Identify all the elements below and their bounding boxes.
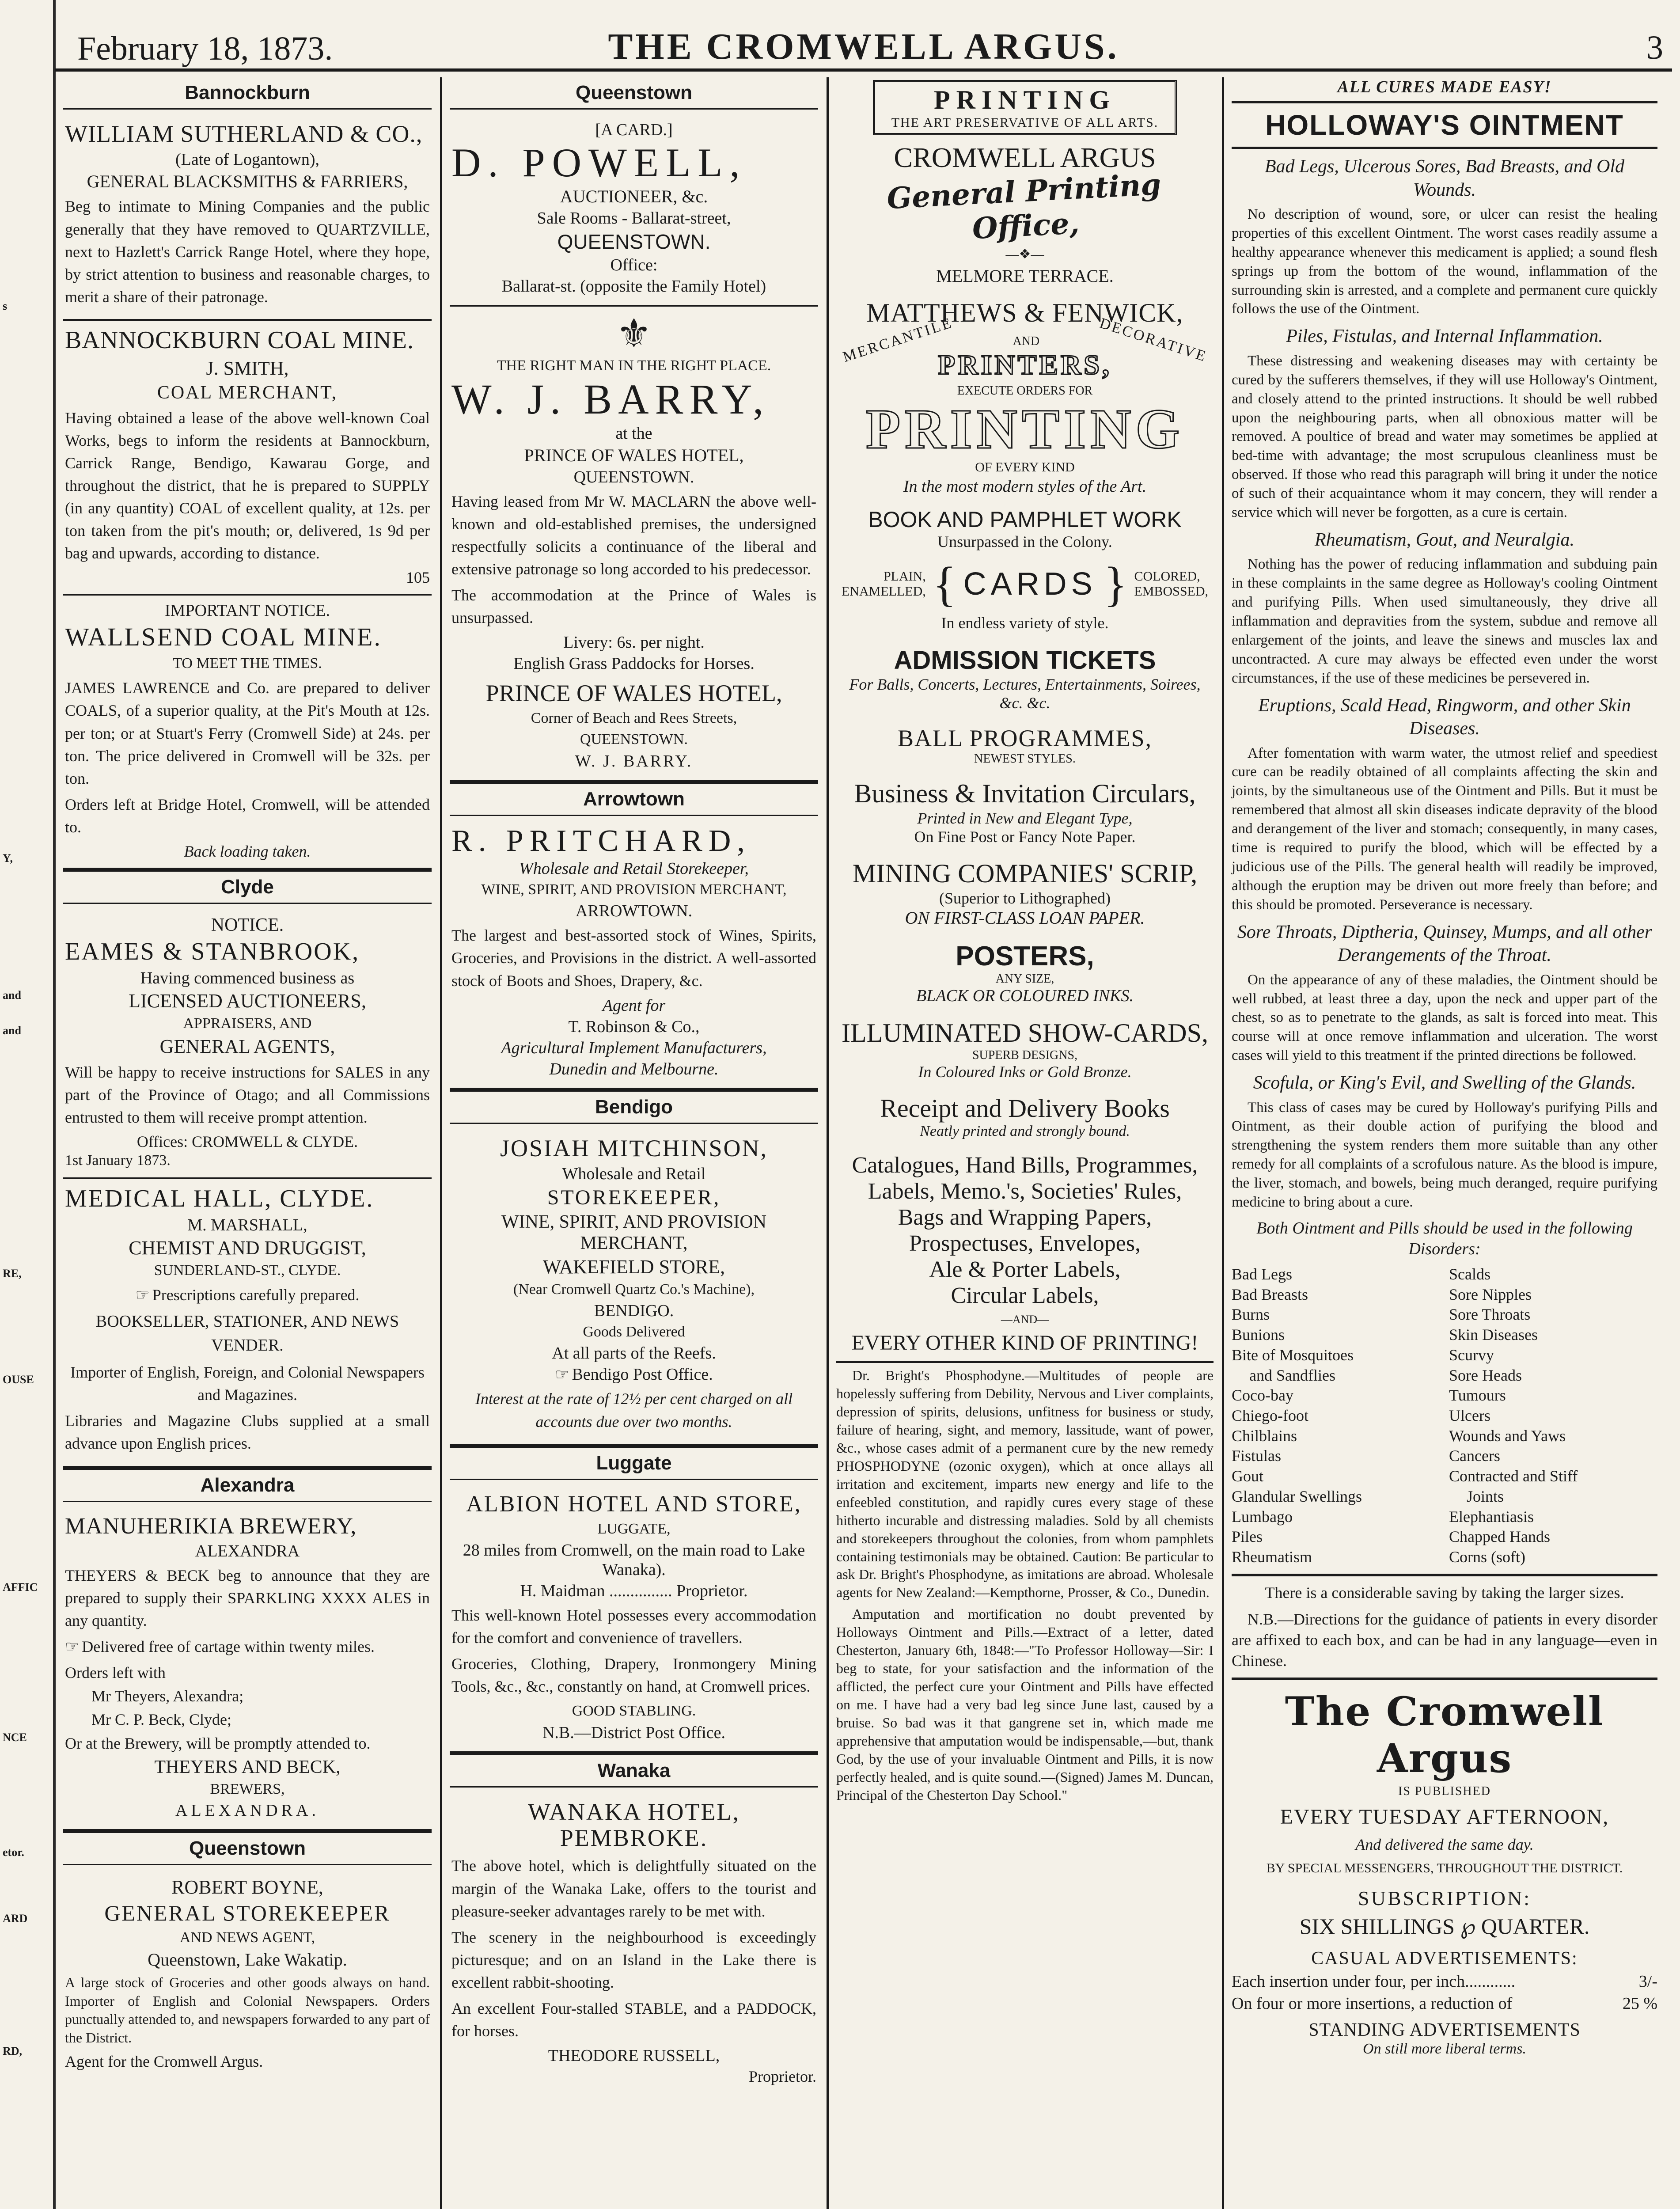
disorder-item: Gout (1232, 1467, 1263, 1485)
disorder-item: Sore Nipples (1449, 1285, 1532, 1303)
ad-rooms: Sale Rooms - Ballarat-street, (537, 209, 731, 228)
town-heading-clyde: Clyde (63, 869, 432, 904)
ad-name: J. SMITH, (206, 357, 289, 379)
ad-line: T. Robinson & Co., (568, 1017, 700, 1036)
disorder-item: Chilblains (1232, 1427, 1297, 1445)
town-heading-queenstown: Queenstown (63, 1831, 432, 1865)
ad-sutherland (63, 115, 432, 321)
ad-name: M. MARSHALL, (187, 1215, 307, 1234)
show-cards: ILLUMINATED SHOW-CARDS, (842, 1018, 1208, 1048)
ad-proprietor: H. Maidman ............... Proprietor. (520, 1581, 748, 1600)
office-title: CROMWELL ARGUS (894, 142, 1156, 173)
gold-bronze: In Coloured Inks or Gold Bronze. (918, 1063, 1132, 1081)
ad-town: ARROWTOWN. (575, 902, 693, 921)
ad-offices: Offices: CROMWELL & CLYDE. (137, 1133, 358, 1151)
rate-row (1232, 1972, 1657, 1991)
ad-title: MEDICAL HALL, CLYDE. (65, 1185, 374, 1213)
ad-line: Agricultural Implement Manufacturers, (501, 1038, 767, 1057)
section-body: After fomentation with warm water, the utmost relief and speediest cure can be readily obtained of all complaints affecting the skin and joints, by the simultaneous use of the Ointment and Pills. But it must be remembered that almost all skin diseases indicate depravity of the blood and derangement of the liver and stomach; consequently, in many cases, time is required to purify the blood, which will be effected by a judicious use of the Pills. The general health will readily be improved, although the eruption may be driven out more freely than before; and this should be promoted. Perseverance is necessary. (1232, 745, 1657, 913)
town-heading-queenstown: Queenstown (450, 77, 818, 110)
ad-address: SUNDERLAND-ST., CLYDE. (154, 1262, 341, 1279)
ad-trade: LICENSED AUCTIONEERS, (129, 990, 366, 1012)
section-body: No description of wound, sore, or ulcer can resist the healing properties of this excellent Ointment. The worst cases readily assume a healthy appearance whenever this medicament is applied; a sound flesh springs up from the bottom of the wound, inflammation of the surrounding skin is arrested, and a complete and permanent cure quickly follows the use of the Ointment. (1232, 206, 1657, 317)
special-messengers: BY SPECIAL MESSENGERS, THROUGHOUT THE DISTRICT. (1266, 1860, 1623, 1875)
every-tuesday: EVERY TUESDAY AFTERNOON, (1280, 1805, 1609, 1829)
rate-four-value: 25 % (1622, 1994, 1657, 2013)
disorder-item: Cancers (1449, 1447, 1500, 1465)
disorder-item: Bunions (1232, 1326, 1285, 1344)
modern-styles: In the most modern styles of the Art. (903, 477, 1147, 496)
scrip-litho: (Superior to Lithographed) (939, 889, 1111, 907)
ad-powell (450, 115, 818, 307)
margin-fragment: RE, (3, 1268, 22, 1279)
banner-subtitle: THE ART PRESERVATIVE OF ALL ARTS. (891, 115, 1159, 130)
ad-line: (Near Cromwell Quartz Co.'s Machine), (513, 1281, 755, 1298)
ad-notice: IMPORTANT NOTICE. (165, 601, 330, 620)
subscription-price: SIX SHILLINGS ℘ QUARTER. (1299, 1913, 1590, 1939)
section-heading: Rheumatism, Gout, and Neuralgia. (1315, 529, 1574, 550)
rate-four-label: On four or more insertions, a reduction of (1232, 1994, 1513, 2013)
margin-fragment: etor. (3, 1847, 24, 1858)
disorder-item: Fistulas (1232, 1447, 1282, 1465)
ad-albion-hotel (450, 1485, 818, 1753)
ad-footnote: Back loading taken. (184, 843, 311, 861)
mining-scrip: MINING COMPANIES' SCRIP, (852, 859, 1198, 888)
section-heading: Piles, Fistulas, and Internal Inflammation. (1286, 326, 1603, 347)
ad-line: Mr C. P. Beck, Clyde; (91, 1711, 232, 1729)
every-kind: OF EVERY KIND (975, 460, 1075, 474)
section-heading: Bad Legs, Ulcerous Sores, Bad Breasts, and Old Wounds. (1264, 156, 1625, 200)
ad-body: Will be happy to receive instructions for SALES in any part of the Province of Otago; and all Commissions entrusted to them will receive prompt attention. (65, 1063, 430, 1127)
ad-place: ALEXANDRA (195, 1541, 300, 1560)
ad-post-office: Bendigo Post Office. (572, 1365, 713, 1384)
disorder-item: Tumours (1449, 1386, 1506, 1404)
ad-line: At all parts of the Reefs. (552, 1344, 716, 1363)
ornament: —❖— (1005, 247, 1044, 262)
business-circulars: Business & Invitation Circulars, (854, 779, 1196, 808)
disorder-item: and Sandflies (1249, 1366, 1335, 1384)
rate-row (1232, 1994, 1657, 2013)
ad-title: WANAKA HOTEL, PEMBROKE. (528, 1798, 740, 1851)
word-mercantile: MERCANTILE (841, 314, 955, 366)
masthead-title: THE CROMWELL ARGUS. (608, 26, 1119, 67)
column-4 (1224, 77, 1665, 2209)
ad-town: QUEENSTOWN. (580, 731, 688, 748)
pointing-hand-icon: ☞ (555, 1366, 569, 1384)
ad-line: Agent for (602, 996, 666, 1015)
ad-line: Wholesale and Retail (562, 1165, 706, 1184)
ad-body: The largest and best-assorted stock of Wines, Spirits, Groceries, and Provisions in the district. A well-assorted stock of Boots and Shoes, Drapery, &c. (451, 926, 816, 990)
ad-place: Queenstown, Lake Wakatip. (148, 1950, 347, 1970)
prospectuses: Prospectuses, Envelopes, (909, 1231, 1141, 1256)
cards-left-labels (842, 569, 926, 599)
ad-address: Ballarat-st. (opposite the Family Hotel) (501, 277, 766, 296)
section-body: These distressing and weakening diseases may with certainty be cured by the sufferers themselves, if they will use Holloway's Ointment, and closely attend to the printed instructions. It should be well rubbed upon the neighbouring parts, when all obnoxious matter will be removed. A poultice of bread and water may sometimes be applied at bed-time with advantage; the most scrupulous cleanliness must be observed. If those who read this paragraph will bring it under the notice of such of their acquaintance whom it may concern, they will render a service which will never be forgotten, as a cure is certain. (1232, 353, 1657, 520)
disorder-item: Corns (soft) (1449, 1548, 1525, 1566)
ad-line: Dunedin and Melbourne. (549, 1059, 719, 1078)
left-margin-strip (0, 0, 56, 2209)
section-heading: Sore Throats, Diptheria, Quinsey, Mumps, and all other Derangements of the Throat. (1237, 922, 1652, 966)
word-decorative: DECORATIVE (1097, 315, 1209, 365)
section-body: Nothing has the power of reducing inflammation and subduing pain in these complaints in the same degree as Holloway's cooling Ointment and purifying Pills. When used simultaneously, they drive all inflammation and depravities from the system, subdue and remove all enlargement of the joints, and leave the sinews and muscles lax and uncontracted. A cure may always be effected even under the worst circumstances, if the use of these medicines be persevered in. (1232, 556, 1657, 686)
ad-title: R. PRITCHARD, (451, 824, 751, 858)
posters: POSTERS, (956, 941, 1094, 972)
ad-title: EAMES & STANBROOK, (65, 938, 360, 966)
ad-pritchard (450, 821, 818, 1089)
ad-office-label: Office: (610, 255, 658, 274)
ad-name: ROBERT BOYNE, (171, 1876, 323, 1898)
disorder-item: Ulcers (1449, 1406, 1490, 1424)
ad-wallsend (63, 596, 432, 869)
ad-date: 1st January 1873. (65, 1152, 171, 1169)
disorders-list (1232, 1264, 1657, 1568)
ad-title: GENERAL STOREKEEPER (104, 1900, 391, 1925)
disorder-item: Rheumatism (1232, 1548, 1312, 1566)
word-and: AND (1013, 334, 1040, 348)
standing-label: STANDING ADVERTISEMENTS (1308, 2019, 1581, 2040)
margin-fragment: ARD (3, 1913, 28, 1924)
ad-proprietor: Proprietor. (749, 2068, 816, 2086)
ad-line: Goods Delivered (583, 1324, 685, 1340)
section-heading: Scofula, or King's Evil, and Swelling of the Glands. (1253, 1073, 1636, 1093)
town-heading-bannockburn: Bannockburn (63, 77, 432, 110)
ad-trade: WINE, SPIRIT, AND PROVISION MERCHANT, (501, 1212, 767, 1254)
ad-number: 105 (406, 569, 430, 587)
column-1 (55, 77, 440, 2209)
margin-fragment: RD, (3, 2046, 23, 2057)
banner-word: PRINTING (933, 85, 1116, 114)
disorder-item: Bad Legs (1232, 1265, 1292, 1283)
ad-line: Or at the Brewery, will be promptly attended to. (65, 1734, 371, 1752)
town-heading-bendigo: Bendigo (450, 1089, 818, 1124)
ad-delivered: Delivered free of cartage within twenty miles. (82, 1638, 375, 1656)
admission-tickets: ADMISSION TICKETS (894, 646, 1156, 675)
disorder-item: Lumbago (1232, 1507, 1293, 1526)
ad-hotel: PRINCE OF WALES HOTEL, (524, 445, 744, 465)
holloway-heading: HOLLOWAY'S OINTMENT (1232, 101, 1657, 149)
town-heading-arrowtown: Arrowtown (450, 782, 818, 816)
and-separator: —AND— (1001, 1313, 1049, 1326)
ad-trade: GENERAL AGENTS, (159, 1035, 335, 1057)
argus-title: The Cromwell Argus (1285, 1688, 1604, 1782)
catalogues: Catalogues, Hand Bills, Programmes, (852, 1153, 1198, 1178)
execute-line: EXECUTE ORDERS FOR (957, 384, 1093, 398)
ad-body: THEYERS & BECK beg to announce that they are prepared to supply their SPARKLING XXXX ALES in any quantity. (65, 1566, 430, 1629)
fine-paper: On Fine Post or Fancy Note Paper. (914, 828, 1136, 846)
ad-agent-for: Agent for the Cromwell Argus. (65, 2053, 263, 2071)
column-2 (442, 77, 826, 2209)
margin-fragment: s (3, 300, 8, 312)
rule (1232, 1678, 1657, 1680)
column-3 (828, 77, 1221, 2209)
section-body: This class of cases may be cured by Holloway's purifying Pills and Ointment, as their double action of purifying the blood and strengthening the system renders them more suitable than any other remedy for all complaints of a scrofulous nature. As the blood is impure, the liver, stomach, and bowels, being much deranged, require purifying medicine to bring about a cure. (1232, 1099, 1657, 1211)
newest-styles: NEWEST STYLES. (974, 752, 1076, 766)
neatly-printed: Neatly printed and strongly bound. (920, 1123, 1130, 1139)
ad-prescriptions: Prescriptions carefully prepared. (152, 1286, 360, 1304)
disorder-item: Burns (1232, 1306, 1270, 1324)
ad-line: APPRAISERS, AND (183, 1015, 312, 1032)
saving-note: There is a considerable saving by taking the larger sizes. (1265, 1583, 1624, 1602)
ad-subtitle: TO MEET THE TIMES. (173, 655, 322, 672)
ad-signature: ALEXANDRA. (175, 1801, 319, 1820)
ball-programmes: BALL PROGRAMMES, (897, 725, 1153, 752)
town-heading-alexandra: Alexandra (63, 1468, 432, 1502)
ad-body: Beg to intimate to Mining Companies and the public generally that they have removed to QUARTZVILLE, next to Hazlett's Carrick Range Hotel, where they hope, by strict attention to business and reasonable charges, to merit a share of their patronage. (65, 197, 430, 306)
ad-body: The above hotel, which is delightfully situated on the margin of the Wanaka Lake, offers to the tourist and pleasure-seeker advantages rarely to be met with. (451, 1857, 816, 1920)
admission-for: For Balls, Concerts, Lectures, Entertainments, Soirees, &c. &c. (849, 676, 1201, 712)
ad-hotel-name: PRINCE OF WALES HOTEL, (485, 680, 782, 707)
ad-title: WILLIAM SUTHERLAND & CO., (65, 121, 423, 147)
disorder-item: Coco-bay (1232, 1386, 1293, 1404)
ad-orders: Orders left at Bridge Hotel, Cromwell, will be attended to. (65, 795, 430, 836)
ad-line: Having commenced business as (140, 968, 355, 987)
ale-labels: Ale & Porter Labels, (929, 1257, 1121, 1282)
ad-title: ALBION HOTEL AND STORE, (466, 1491, 802, 1517)
pointing-hand-icon: ☞ (135, 1286, 150, 1304)
ad-body: Having leased from Mr W. MACLARN the above well-known and old-established premises, the undersigned respectfully solicits a continuance of the liberal and extensive patronage so long accorded to his predecessor. (451, 492, 816, 578)
ad-stabling: GOOD STABLING. (572, 1703, 696, 1719)
printed-type: Printed in New and Elegant Type, (917, 809, 1133, 827)
disorder-item: Glandular Swellings (1232, 1487, 1362, 1505)
disorder-item: Contracted and Stiff (1449, 1467, 1578, 1485)
ad-trade: CHEMIST AND DRUGGIST, (129, 1237, 366, 1259)
label-colored: COLORED, (1134, 569, 1200, 584)
ad-accommodation: The accommodation at the Prince of Wales is unsurpassed. (451, 586, 816, 627)
disorder-item: Scurvy (1449, 1346, 1494, 1364)
disorder-item: Wounds and Yaws (1449, 1427, 1566, 1445)
margin-fragment: NCE (3, 1732, 27, 1743)
label-enamelled: ENAMELLED, (841, 584, 926, 599)
ad-title: MANUHERIKIA BREWERY, (65, 1513, 357, 1539)
ad-trade: STOREKEEPER, (547, 1186, 721, 1210)
disorder-item: Sore Throats (1449, 1306, 1531, 1324)
is-published: IS PUBLISHED (1398, 1784, 1491, 1798)
ad-manuherikia-brewery (63, 1507, 432, 1831)
ad-title: JOSIAH MITCHINSON, (500, 1135, 768, 1161)
ad-line: Orders left with (65, 1664, 166, 1682)
ad-signature: BREWERS, (210, 1780, 285, 1797)
disorders-intro: Both Ointment and Pills should be used in the following Disorders: (1256, 1218, 1633, 1259)
amputation-ad: Amputation and mortification no doubt prevented by Holloways Ointment and Pills.—Extract of a letter, dated Chesterton, January 6th, 1848:—"To Professor Holloway—Sir: I beg to state, for your satisfaction and the information of the afflicted, the perfect cure your Ointment and Pills have effected on me. I have had a very bad leg since June last, caused by a bruise. So bad was it that gangrene set in, which made me apprehensive that amputation would be indispensable,—but, thank God, by the use of your invaluable Ointment and Pills, it is now perfectly healed, and is quite sound.—(Signed) James M. Duncan, Principal of the Chesterton Day School." (836, 1606, 1214, 1803)
margin-fragment: AFFIC (3, 1582, 38, 1593)
cards-row (836, 557, 1214, 611)
prince-of-wales-feathers-icon: ⚜ (616, 312, 652, 356)
ad-trade: WINE, SPIRIT, AND PROVISION MERCHANT, (481, 881, 787, 898)
office-subtitle: General Printing Office, (886, 167, 1162, 246)
disorder-item: Bad Breasts (1232, 1285, 1308, 1303)
disorder-item: Piles (1232, 1528, 1263, 1546)
ad-line: Mr Theyers, Alexandra; (91, 1687, 244, 1705)
bags: Bags and Wrapping Papers, (898, 1205, 1152, 1230)
ad-nb: N.B.—District Post Office. (542, 1723, 726, 1742)
ad-signature: THEYERS AND BECK, (154, 1757, 341, 1777)
liberal-terms: On still more liberal terms. (1363, 2040, 1526, 2057)
margin-fragment: and (3, 990, 21, 1001)
ad-body: An excellent Four-stalled STABLE, and a PADDOCK, for horses. (451, 2000, 816, 2040)
firm-name: MATTHEWS & FENWICK, (866, 298, 1183, 327)
ad-title: D. POWELL, (451, 140, 747, 185)
disorder-item: Skin Diseases (1449, 1326, 1538, 1344)
inks: BLACK OR COLOURED INKS. (916, 987, 1134, 1005)
ad-wanaka-hotel (450, 1793, 818, 2093)
label-embossed: EMBOSSED, (1134, 584, 1208, 599)
margin-fragment: OUSE (3, 1374, 34, 1385)
margin-fragment: and (3, 1025, 21, 1036)
ad-line: 28 miles from Cromwell, on the main road to Lake Wanaka). (463, 1541, 805, 1579)
ad-card-label: [A CARD.] (595, 121, 673, 139)
disorders-left (1232, 1264, 1440, 1568)
any-size: ANY SIZE, (995, 972, 1054, 986)
ad-medical-hall (63, 1179, 432, 1467)
ad-place: LUGGATE, (597, 1520, 671, 1537)
superb-designs: SUPERB DESIGNS, (972, 1048, 1078, 1062)
subscription-label: SUBSCRIPTION: (1358, 1886, 1531, 1909)
disorder-item: Elephantiasis (1449, 1507, 1534, 1526)
page-header (55, 11, 1672, 72)
disorder-item: Joints (1467, 1487, 1504, 1505)
casual-label: CASUAL ADVERTISEMENTS: (1311, 1948, 1578, 1969)
loan-paper: ON FIRST-CLASS LOAN PAPER. (905, 908, 1145, 928)
ad-body: Having obtained a lease of the above well-known Coal Works, begs to inform the residents at Bannockburn, Carrick Range, Bendigo, Kawarau Gorge, and throughout the district, that he is prepared to SUPPLY (in any quantity) COAL of excellent quality, at 12s. per ton taken from the pit's mouth; or, delivered, 1s 9d per bag and upwards, according to distance. (65, 409, 430, 562)
disorder-item: Chapped Hands (1449, 1528, 1550, 1546)
issue-date: February 18, 1873. (77, 30, 333, 67)
ad-town: QUEENSTOWN. (557, 230, 711, 253)
brace-left: { (933, 557, 956, 611)
ad-line: Libraries and Magazine Clubs supplied at a small advance upon English prices. (65, 1412, 430, 1453)
ad-title: WALLSEND COAL MINE. (65, 622, 382, 652)
ad-body: This well-known Hotel possesses every accommodation for the comfort and convenience of travellers. (451, 1606, 816, 1647)
ad-notice: NOTICE. (211, 915, 284, 936)
book-work: BOOK AND PAMPHLET WORK (868, 507, 1182, 532)
ad-trade: Wholesale and Retail Storekeeper, (519, 859, 749, 878)
town-heading-luggate: Luggate (450, 1446, 818, 1480)
rate-each-label: Each insertion under four, per inch............ (1232, 1972, 1516, 1991)
section-heading: Eruptions, Scald Head, Ringworm, and other Skin Diseases. (1258, 695, 1631, 739)
ad-body: A large stock of Groceries and other goods always on hand. Importer of English and Colonial Newspapers. Orders punctually attended to, and newspapers forwarded to any part of the District. (65, 1974, 430, 2046)
ad-line: BOOKSELLER, STATIONER, AND NEWS VENDER. (95, 1312, 399, 1355)
ad-signature: THEODORE RUSSELL, (548, 2046, 720, 2065)
ad-line (451, 1365, 816, 1384)
book-unsurpassed: Unsurpassed in the Colony. (937, 533, 1112, 550)
rule (1232, 1574, 1657, 1576)
ad-title: W. J. BARRY, (451, 375, 770, 423)
town-heading-wanaka: Wanaka (450, 1753, 818, 1788)
cards-right-labels (1134, 569, 1208, 599)
printing-banner (873, 80, 1177, 135)
ad-motto: THE RIGHT MAN IN THE RIGHT PLACE. (497, 357, 771, 374)
ad-trade: AUCTIONEER, &c. (560, 186, 708, 206)
cards-word: CARDS (963, 566, 1097, 602)
label-plain: PLAIN, (883, 569, 926, 584)
ad-paddocks: English Grass Paddocks for Horses. (513, 654, 755, 673)
pointing-hand-icon: ☞ (65, 1638, 80, 1656)
printing-word: PRINTING (865, 398, 1184, 460)
ad-line: AND NEWS AGENT, (179, 1929, 315, 1946)
delivered-same-day: And delivered the same day. (1355, 1835, 1534, 1853)
ad-town: BENDIGO. (594, 1302, 674, 1321)
nb-directions: N.B.—Directions for the guidance of patients in every disorder are affixed to each box, and can be had in any language—even in Chinese. (1232, 1610, 1657, 1670)
disorder-item: Sore Heads (1449, 1366, 1522, 1384)
disorders-right (1449, 1264, 1657, 1568)
ad-interest: Interest at the rate of 12½ per cent charged on all accounts due over two months. (475, 1390, 793, 1431)
ad-title: BANNOCKBURN COAL MINE. (65, 326, 414, 354)
circular-labels: Circular Labels, (951, 1283, 1099, 1308)
ad-corner: Corner of Beach and Rees Streets, (531, 710, 737, 727)
word-printers: PRINTERS, (938, 349, 1112, 380)
ad-livery: Livery: 6s. per night. (563, 633, 705, 652)
ad-body: JAMES LAWRENCE and Co. are prepared to deliver COALS, of a superior quality, at the Pit's Mouth at 12s. per ton; or at Stuart's Ferry (Cromwell Side) at 24s. per ton. The price delivered in Cromwell will be 32s. per ton. (65, 679, 430, 787)
ad-signature: W. J. BARRY. (575, 752, 693, 770)
ad-line (65, 1636, 430, 1658)
receipt-books: Receipt and Delivery Books (880, 1094, 1170, 1123)
labels: Labels, Memo.'s, Societies' Rules, (868, 1179, 1182, 1204)
brace-right: } (1104, 557, 1127, 611)
disorder-item: Chiego-foot (1232, 1406, 1308, 1424)
section-body: On the appearance of any of these maladies, the Ointment should be well rubbed, at least three a day, upon the neck and upper part of the chest, so as to penetrate to the glands, as salt is forced into meat. This course will at once remove inflammation and ulceration. The worst cases will yield to this treatment if the printed directions be followed. (1232, 972, 1657, 1064)
ad-w-j-barry (450, 307, 818, 782)
ad-goods: Groceries, Clothing, Drapery, Ironmongery Mining Tools, &c., &c., constantly on hand, at Cromwell prices. (451, 1655, 816, 1696)
ad-town: QUEENSTOWN. (573, 467, 694, 486)
disorder-item: Bite of Mosquitoes (1232, 1346, 1354, 1364)
ad-store: WAKEFIELD STORE, (542, 1256, 725, 1278)
ad-line: at the (615, 424, 652, 443)
bright-phosphodyne-ad: Dr. Bright's Phosphodyne.—Multitudes of people are hopelessly suffering from Debility, Nervous and Liver complaints, depression of spirits, delusions, unfitness for business or study, failure of hearing, sight, and memory, lassitude, want of power, &c., whose cases admit of a permanent cure by the new remedy PHOSPHODYNE (ozonic oxygen), which at once allays all irritation and excitement, imparts new energy and life to the enfeebled constitution, and rapidly cures every stage of these hitherto incurable and distressing maladies. Sold by all chemists and storekeepers throughout the colonies, from whom pamphlets containing testimonials may be obtained. Caution: Be particular to ask Dr. Bright's Phosphodyne, as imitations are abroad. Wholesale agents for New Zealand:—Kempthorne, Prosser, & Co., Dunedin. (836, 1367, 1214, 1601)
page-number: 3 (1646, 29, 1663, 66)
ad-trade: GENERAL BLACKSMITHS & FARRIERS, (87, 171, 408, 192)
rate-each-value: 3/- (1638, 1972, 1657, 1991)
ad-body: The scenery in the neighbourhood is exceedingly picturesque; and on an Island in the Lake there is excellent rabbit-shooting. (451, 1928, 816, 1991)
every-other-printing: EVERY OTHER KIND OF PRINTING! (836, 1331, 1214, 1363)
ad-robert-boyne (63, 1871, 432, 2084)
ad-line: Importer of English, Foreign, and Colonial Newspapers and Magazines. (70, 1363, 425, 1404)
ad-line (65, 1284, 430, 1306)
margin-fragment: Y, (3, 853, 13, 864)
ad-eames-stanbrook (63, 909, 432, 1179)
ad-subtitle: (Late of Logantown), (175, 150, 320, 169)
cures-heading: ALL CURES MADE EASY! (1337, 78, 1552, 96)
office-address: MELMORE TERRACE. (936, 266, 1114, 286)
ad-trade: COAL MERCHANT, (157, 382, 338, 403)
ad-mitchinson (450, 1129, 818, 1446)
cards-variety: In endless variety of style. (941, 614, 1109, 632)
disorder-item: Scalds (1449, 1265, 1490, 1283)
ad-bannockburn-coal-mine (63, 321, 432, 596)
